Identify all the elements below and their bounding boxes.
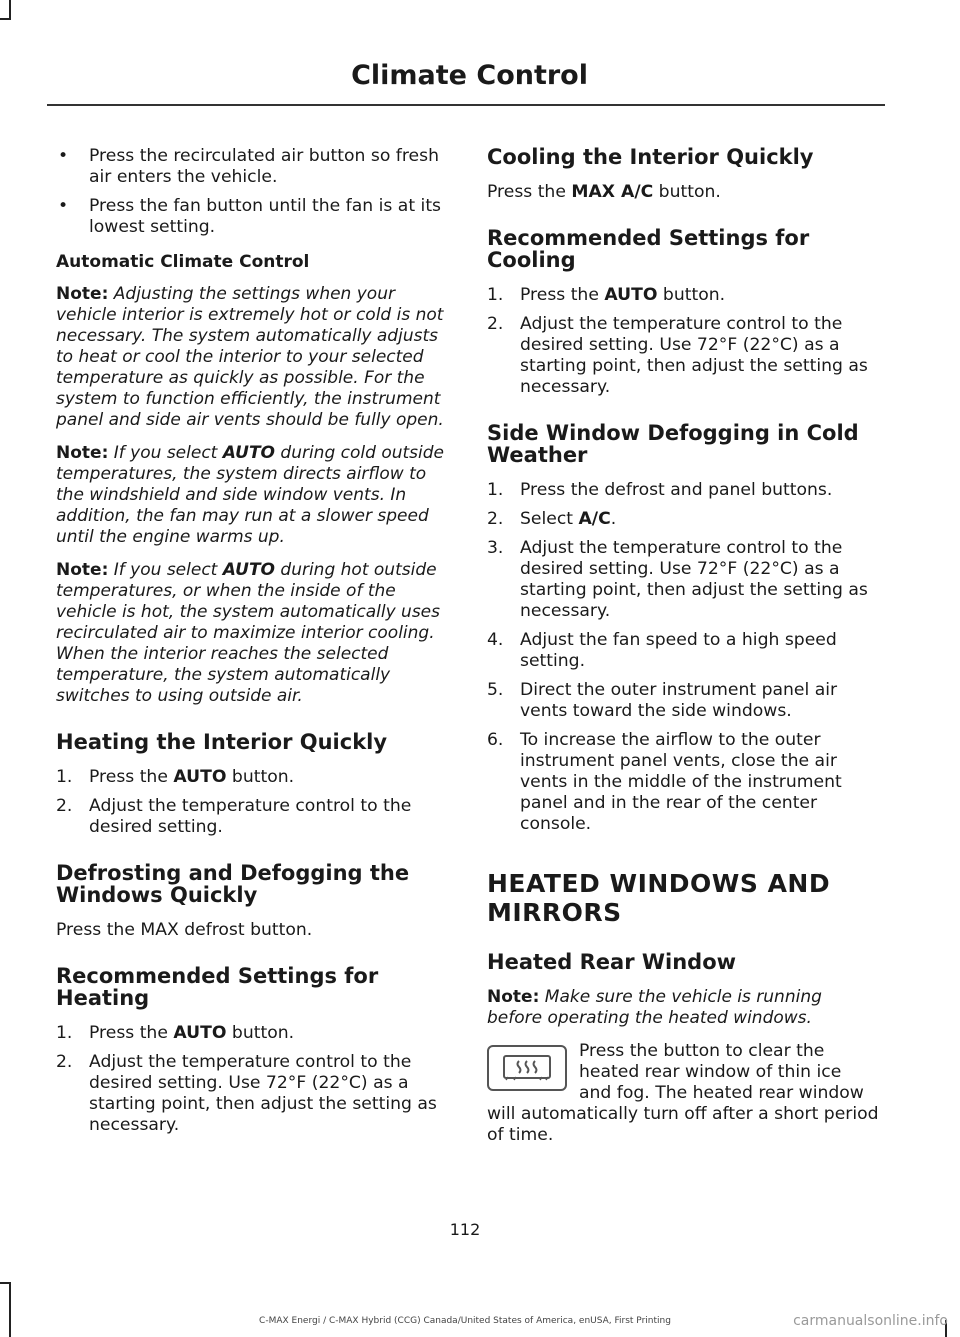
automatic-climate-heading: Automatic Climate Control xyxy=(56,252,310,272)
list-item: 1. Press the AUTO button. xyxy=(56,1023,295,1043)
list-item: • Press the recirculated air button so fresh air enters the vehicle. xyxy=(58,146,439,187)
crop-mark xyxy=(9,0,11,18)
page-number: 112 xyxy=(449,1220,481,1239)
heated-rear-heading: Heated Rear Window xyxy=(487,950,737,974)
rear-defrost-icon xyxy=(487,1045,567,1091)
list-item: 1. Press the AUTO button. xyxy=(56,767,295,787)
right-column xyxy=(487,146,879,1146)
note: Note: Adjusting the settings when your vehicle interior is extremely hot or cold is not necessary. The system automatically adjusts to heat or cool the interior to your selected temperature as quickly as possible. For the system to function efficiently, the instrument panel and side air vents should be fully open. xyxy=(56,284,444,430)
page-title: Climate Control xyxy=(351,60,588,91)
cooling-text: Press the MAX A/C button. xyxy=(487,182,721,202)
heated-rear-description: Press the button to clear the heated rear window of thin ice and fog. The heated rear window will automatically turn off after a short period of time. xyxy=(487,1041,879,1145)
note: Note: Make sure the vehicle is running before operating the heated windows. xyxy=(487,987,822,1028)
crop-mark xyxy=(0,1282,11,1284)
section-title: MIRRORS xyxy=(487,898,622,927)
recommended-heating-heading: Recommended Settings for Heating xyxy=(56,964,379,1010)
list-item: 2. Select A/C. xyxy=(487,509,617,529)
note: Note: If you select AUTO during cold outside temperatures, the system directs airflow to the windshield and side window vents. In addition, the fan may run at a slower speed until the engine warms up. xyxy=(56,443,444,547)
recommended-cooling-heading: Recommended Settings for Cooling xyxy=(487,226,810,272)
list-item: 6. To increase the airflow to the outer instrument panel vents, close the air vents in the middle of the instrument panel and in the rear of the center console. xyxy=(487,730,842,834)
left-column xyxy=(56,146,448,1144)
list-item: 2. Adjust the temperature control to the desired setting. xyxy=(56,796,412,837)
watermark: carmanualsonline.info xyxy=(793,1313,948,1329)
defrost-heading: Defrosting and Defogging the Windows Quickly xyxy=(56,861,410,907)
cooling-heading: Cooling the Interior Quickly xyxy=(487,145,814,169)
note: Note: If you select AUTO during hot outside temperatures, or when the inside of the vehicle is hot, the system automatically uses recirculated air to maximize interior cooling. When the interior reaches the selected temperature, the system automatically switches to using outside air. xyxy=(56,560,440,706)
defrost-text: Press the MAX defrost button. xyxy=(56,920,313,940)
list-item: 1. Press the defrost and panel buttons. xyxy=(487,480,833,500)
list-item: 2. Adjust the temperature control to the desired setting. Use 72°F (22°C) as a starting point, then adjust the setting as necessary. xyxy=(56,1052,437,1135)
list-item: 2. Adjust the temperature control to the desired setting. Use 72°F (22°C) as a starting point, then adjust the setting as necessary. xyxy=(487,314,868,397)
list-item: • Press the fan button until the fan is at its lowest setting. xyxy=(58,196,442,237)
list-item: 5. Direct the outer instrument panel air vents toward the side windows. xyxy=(487,680,838,721)
section-title: HEATED WINDOWS AND xyxy=(487,869,831,898)
list-item: 1. Press the AUTO button. xyxy=(487,285,726,305)
list-item: 3. Adjust the temperature control to the desired setting. Use 72°F (22°C) as a starting point, then adjust the setting as necessary. xyxy=(487,538,868,621)
header-divider xyxy=(47,104,885,106)
heating-heading: Heating the Interior Quickly xyxy=(56,730,388,754)
crop-mark xyxy=(9,1282,11,1337)
footer: C-MAX Energi / C-MAX Hybrid (CCG) Canada/United States of America, enUSA, First Printing xyxy=(259,1316,671,1326)
list-item: 4. Adjust the fan speed to a high speed setting. xyxy=(487,630,837,671)
side-window-heading: Side Window Defogging in Cold Weather xyxy=(487,421,859,467)
crop-mark xyxy=(0,18,11,20)
